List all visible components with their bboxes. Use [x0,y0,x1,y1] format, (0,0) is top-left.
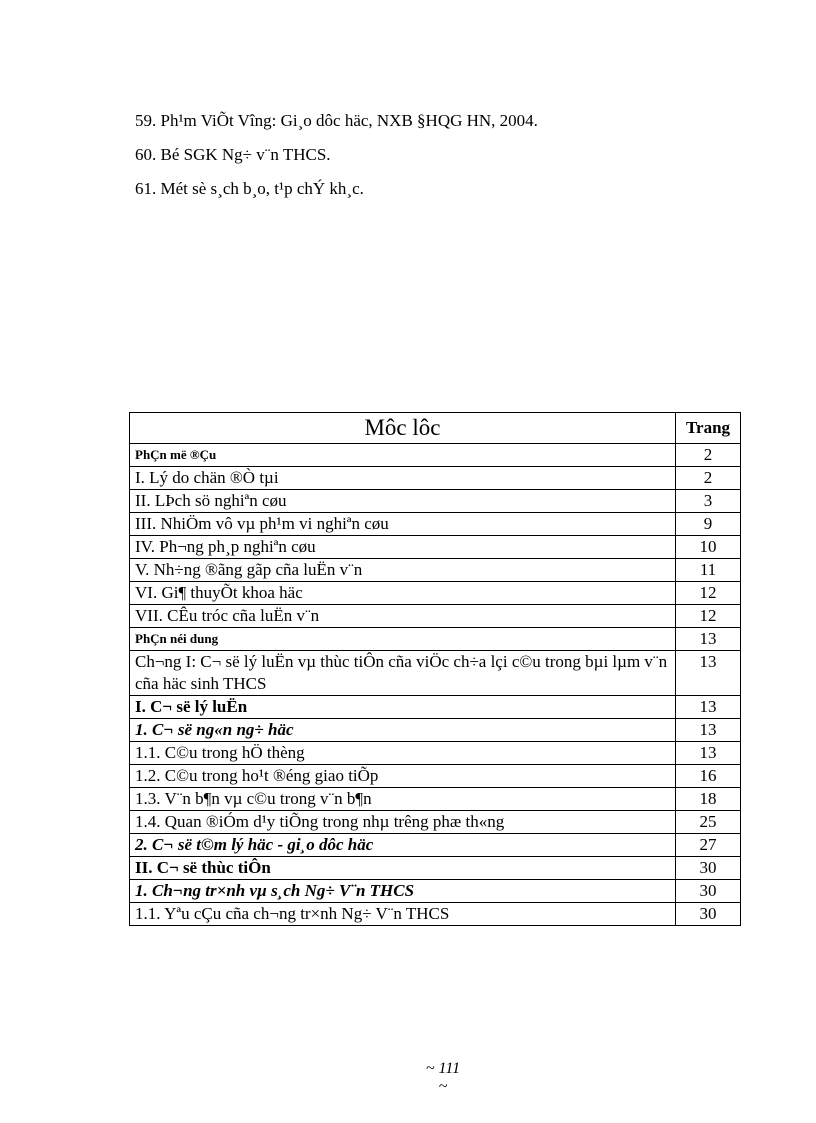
toc-page: 2 [676,467,741,490]
reference-item: 59. Ph¹m ViÕt Vîng: Gi¸o dôc häc, NXB §HQG HN, 2004. [135,111,538,130]
toc-page: 2 [676,444,741,467]
toc-page: 12 [676,582,741,605]
toc-row [130,696,741,719]
toc-row [130,880,741,903]
reference-item: 61. Mét sè s¸ch b¸o, t¹p chÝ kh¸c. [135,179,364,198]
toc-row [130,719,741,742]
toc-label: 1. C¬ së ng«n ng÷ häc [130,719,676,742]
toc-label: IV. Ph¬ng ph¸p nghiªn cøu [130,536,676,559]
toc-label: Ch¬ng I: C¬ së lý luËn vµ thùc tiÔn cña viÖc ch÷a lçi c©u trong bµi lµm v¨n cña häc sinh THCS [130,651,676,696]
reference-list [135,104,538,206]
toc-label: 1. Ch¬ng tr×nh vµ s¸ch Ng÷ V¨n THCS [130,880,676,903]
toc-label: PhÇn më ®Çu [130,444,676,467]
toc-page: 13 [676,628,741,651]
toc-row [130,490,741,513]
toc-title: Môc lôc [130,413,676,444]
toc-label: 1.2. C©u trong ho¹t ®éng giao tiÕp [130,765,676,788]
toc-page: 13 [676,742,741,765]
page-number: ~ 111 [425,1060,461,1077]
footer-tilde: ~ [438,1078,448,1095]
toc-row [130,788,741,811]
toc-row [130,467,741,490]
toc-label: VI. Gi¶ thuyÕt khoa häc [130,582,676,605]
toc-row [130,651,741,696]
toc-row [130,513,741,536]
table-of-contents [129,412,741,926]
reference-item: 60. Bé SGK Ng÷ v¨n THCS. [135,145,331,164]
toc-row [130,857,741,880]
toc-page: 11 [676,559,741,582]
toc-page: 9 [676,513,741,536]
toc-row [130,742,741,765]
toc-row [130,811,741,834]
toc-row [130,765,741,788]
toc-page: 16 [676,765,741,788]
toc-row [130,582,741,605]
toc-page: 12 [676,605,741,628]
toc-label: I. C¬ së lý luËn [130,696,676,719]
toc-page: 25 [676,811,741,834]
toc-page-header: Trang [676,413,741,444]
toc-page: 13 [676,651,741,696]
toc-label: 1.1. C©u trong hÖ thèng [130,742,676,765]
toc-label: 1.3. V¨n b¶n vµ c©u trong v¨n b¶n [130,788,676,811]
toc-page: 3 [676,490,741,513]
toc-row [130,834,741,857]
toc-page: 30 [676,880,741,903]
toc-page: 13 [676,696,741,719]
toc-row [130,559,741,582]
toc-label: 1.4. Quan ®iÓm d¹y tiÕng trong nhµ trêng phæ th«ng [130,811,676,834]
toc-page: 13 [676,719,741,742]
page-footer [0,1060,816,1096]
toc-page: 18 [676,788,741,811]
toc-row [130,903,741,926]
toc-label: III. NhiÖm vô vµ ph¹m vi nghiªn cøu [130,513,676,536]
toc-label: 1.1. Yªu cÇu cña ch¬ng tr×nh Ng÷ V¨n THCS [130,903,676,926]
toc-row [130,444,741,467]
toc-row [130,628,741,651]
toc-page: 27 [676,834,741,857]
toc-label: 2. C¬ së t©m lý häc - gi¸o dôc häc [130,834,676,857]
toc-row [130,605,741,628]
toc-row [130,536,741,559]
toc-label: II. LÞch sö nghiªn cøu [130,490,676,513]
toc-page: 30 [676,903,741,926]
toc-label: I. Lý do chän ®Ò tµi [130,467,676,490]
toc-page: 30 [676,857,741,880]
toc-label: II. C¬ së thùc tiÔn [130,857,676,880]
toc-header-row [130,413,741,444]
toc-label: VII. CÊu tróc cña luËn v¨n [130,605,676,628]
toc-label: PhÇn néi dung [130,628,676,651]
toc-page: 10 [676,536,741,559]
toc-label: V. Nh÷ng ®ãng gãp cña luËn v¨n [130,559,676,582]
